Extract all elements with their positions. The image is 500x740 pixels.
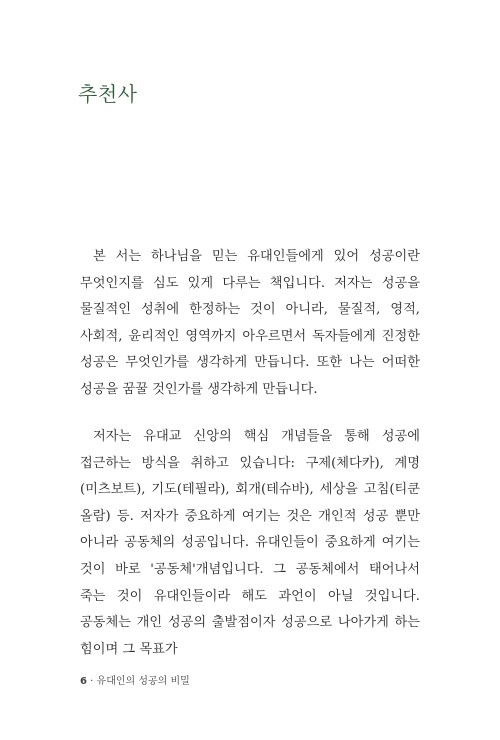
page-footer [80,672,190,687]
paragraph: 본 서는 하나님을 믿는 유대인들에게 있어 성공이란 무엇인지를 심도 있게 다루는 책입니다. 저자는 성공을 물질적인 성취에 한정하는 것이 아니라, 물질적, 영적, 사회적, 윤리적인 영역까지 아우르면서 독자들에게 진정한 성공은 무엇인가를 생각하게 만듭니다. 또한 나는 어떠한 성공을 꿈꿀 것인가를 생각하게 만듭니다. [80,249,420,397]
page-number: 6 [80,676,87,687]
footer-separator: · [90,676,94,687]
section-title: 추천사 [78,82,138,106]
paragraph: 저자는 유대교 신앙의 핵심 개념들을 통해 성공에 접근하는 방식을 취하고 있습니다: 구제(체다카), 계명(미츠보트), 기도(테필라), 회개(테슈바), 세상을 고침(티쿤 올람) 등. 저자가 중요하게 여기는 것은 개인적 성공 뿐만 아니라 공동체의 성공입니다. 유대인들이 중요하게 여기는 것이 바로 '공동체'개념입니다. 그 공동체에서 태어나서 죽는 것이 유대인들이라 해도 과언이 아닐 것입니다. 공동체는 개인 성공의 출발점이자 성공으로 나아가게 하는 힘이며 그 목표가 [80,429,420,657]
running-book-title: 유대인의 성공의 비밀 [96,676,190,687]
paragraph-1-container [80,244,420,404]
paragraph-2-container [80,424,420,663]
